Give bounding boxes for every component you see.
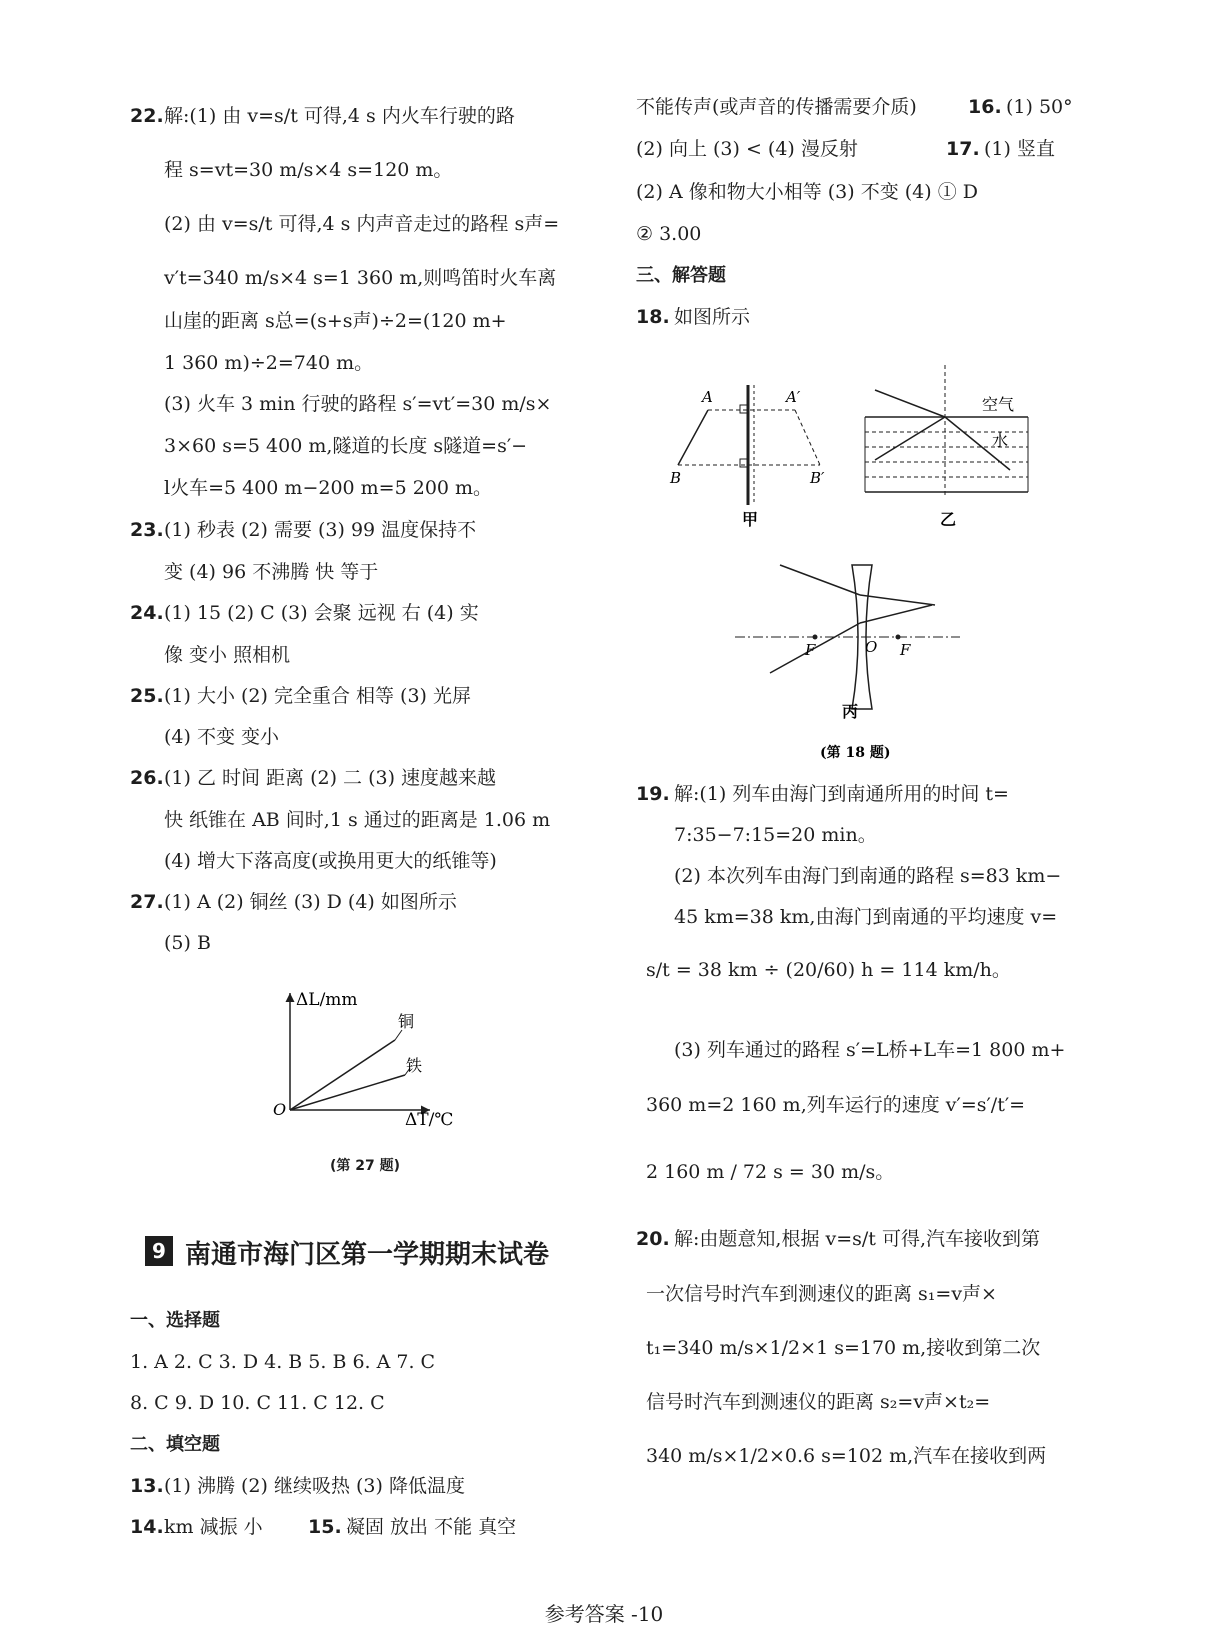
q27-number: 27. [130,891,164,913]
figure-18 [660,355,1080,765]
q23-line-2: 变 (4) 96 不沸腾 快 等于 [164,561,379,583]
q19-line-5: s/t = 38 km ÷ (20/60) h = 114 km/h。 [646,959,1011,981]
q19-number: 19. [636,783,670,805]
jia-label: 甲 [742,510,759,529]
page-footer: 参考答案 -10 [544,1602,664,1626]
q18-line-1: 如图所示 [674,306,751,328]
q20-line-5: 340 m/s×1/2×0.6 s=102 m,汽车在接收到两 [646,1445,1047,1467]
q26-line-1: (1) 乙 时间 距离 (2) 二 (3) 速度越来越 [164,767,497,789]
q25-line-2: (4) 不变 变小 [164,726,279,748]
q27-line-2: (5) B [164,932,211,954]
q16-number: 16. [968,96,1002,118]
q17-continuation-2: ② 3.00 [636,223,702,245]
q20-line-1: 解:由题意知,根据 v=s/t 可得,汽车接收到第 [674,1228,1041,1250]
section-solve-title: 三、解答题 [636,265,726,286]
section-choice-title: 一、选择题 [130,1310,220,1331]
q15-continuation: 不能传声(或声音的传播需要介质) [636,96,917,118]
bing-focus-right: F [900,641,911,659]
q18-number: 18. [636,306,670,328]
q22-line-7: (3) 火车 3 min 行驶的路程 s′=vt′=30 m/s× [164,393,552,415]
y-axis-label: ΔL/mm [296,990,358,1010]
q19-line-8: 2 160 m / 72 s = 30 m/s。 [646,1161,895,1183]
q20-line-4: 信号时汽车到测速仪的距离 s₂=v声×t₂= [646,1391,991,1413]
q20-line-3: t₁=340 m/s×1/2×1 s=170 m,接收到第二次 [646,1337,1041,1359]
q19-line-7: 360 m=2 160 m,列车运行的速度 v′=s′/t′= [646,1094,1026,1116]
q20-line-2: 一次信号时汽车到测速仪的距离 s₁=v声× [646,1283,997,1305]
jia-point-a-prime: A′ [786,388,801,406]
chapter-heading [145,1232,605,1272]
jia-point-a: A [702,388,713,406]
q19-line-4: 45 km=38 km,由海门到南通的平均速度 v= [674,906,1058,928]
q25-line-1: (1) 大小 (2) 完全重合 相等 (3) 光屏 [164,685,471,707]
q15-line-1: 凝固 放出 不能 真空 [346,1516,517,1538]
q16-continuation: (2) 向上 (3) < (4) 漫反射 [636,138,858,160]
q15-number: 15. [308,1516,342,1538]
q26-number: 26. [130,767,164,789]
copper-leader [395,1030,402,1040]
q22-line-5: 山崖的距离 s总=(s+s声)÷2=(120 m+ [164,310,507,332]
q19-line-3: (2) 本次列车由海门到南通的路程 s=83 km− [674,865,1062,887]
q16-line-1: (1) 50° [1006,96,1073,118]
jia-point-b: B [670,469,682,487]
iron-line [290,1075,405,1110]
yi-water-label: 水 [992,431,1009,450]
q17-number: 17. [946,138,980,160]
choice-answers-2: 8. C 9. D 10. C 11. C 12. C [130,1392,385,1414]
figure-18-caption: (第 18 题) [820,745,891,761]
q26-line-2: 快 纸锥在 AB 间时,1 s 通过的距离是 1.06 m [164,809,551,831]
q22-line-6: 1 360 m)÷2=740 m。 [164,352,374,374]
q22-line-9: l火车=5 400 m−200 m=5 200 m。 [164,477,493,499]
q24-number: 24. [130,602,164,624]
q27-line-1: (1) A (2) 铜丝 (3) D (4) 如图所示 [164,891,457,913]
q19-line-2: 7:35−7:15=20 min。 [674,824,877,846]
q17-line-1: (1) 竖直 [984,138,1055,160]
bing-focus-left: F [805,641,816,659]
copper-label: 铜 [398,1012,415,1031]
q14-line-1: km 减振 小 [164,1516,263,1538]
choice-answers-1: 1. A 2. C 3. D 4. B 5. B 6. A 7. C [130,1351,436,1373]
q22-line-1: 解:(1) 由 v=s/t 可得,4 s 内火车行驶的路 [164,105,515,127]
q14-number: 14. [130,1516,164,1538]
figure-18-jia [669,385,825,529]
q17-continuation: (2) A 像和物大小相等 (3) 不变 (4) ① D [636,181,978,203]
chapter-badge: 9 [145,1236,173,1266]
q24-line-1: (1) 15 (2) C (3) 会聚 远视 右 (4) 实 [164,602,479,624]
q22-line-4: v′t=340 m/s×4 s=1 360 m,则鸣笛时火车离 [164,267,557,289]
yi-air-label: 空气 [982,395,1015,414]
q26-line-3: (4) 增大下落高度(或换用更大的纸锥等) [164,850,497,872]
x-axis-label: ΔT/℃ [405,1110,454,1130]
figure-18-yi [865,365,1028,529]
q23-line-1: (1) 秒表 (2) 需要 (3) 99 温度保持不 [164,519,477,541]
figure-27-graph [270,975,480,1165]
figure-27-caption: (第 27 题) [330,1158,401,1174]
q19-line-6: (3) 列车通过的路程 s′=L桥+L车=1 800 m+ [674,1039,1066,1061]
bing-label: 丙 [842,702,859,721]
q22-number: 22. [130,105,164,127]
q24-line-2: 像 变小 照相机 [164,644,291,666]
q25-number: 25. [130,685,164,707]
q13-line-1: (1) 沸腾 (2) 继续吸热 (3) 降低温度 [164,1475,465,1497]
figure-18-bing [735,565,960,721]
iron-label: 铁 [406,1056,423,1075]
q23-number: 23. [130,519,164,541]
q19-line-1: 解:(1) 列车由海门到南通所用的时间 t= [674,783,1009,805]
copper-line [290,1040,395,1110]
origin-label: O [273,1100,287,1119]
q22-line-3: (2) 由 v=s/t 可得,4 s 内声音走过的路程 s声= [164,213,560,235]
q22-line-8: 3×60 s=5 400 m,隧道的长度 s隧道=s′− [164,435,528,457]
q22-line-2: 程 s=vt=30 m/s×4 s=120 m。 [164,159,453,181]
yi-label: 乙 [940,510,957,529]
section-fill-title: 二、填空题 [130,1434,220,1455]
bing-optical-center: O [865,638,878,656]
jia-point-b-prime: B′ [810,469,825,487]
q13-number: 13. [130,1475,164,1497]
chapter-title: 南通市海门区第一学期期末试卷 [185,1240,550,1270]
q20-number: 20. [636,1228,670,1250]
